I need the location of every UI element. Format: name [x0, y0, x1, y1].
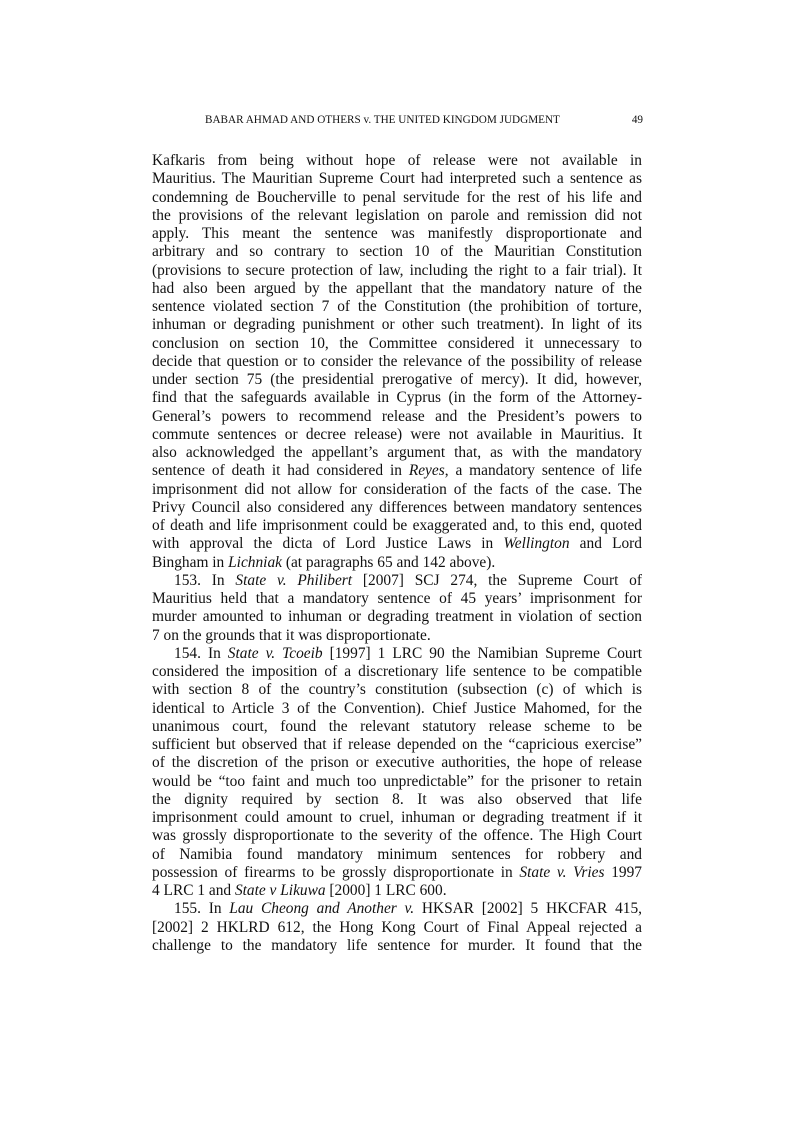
paragraph-cont [152, 152, 642, 572]
text-run: commute sentences or decree release) were not available in Mauritius. It [152, 425, 642, 443]
text-run: , a mandatory sentence of life [444, 462, 642, 480]
text-line [152, 462, 642, 480]
text-run: challenge to the mandatory life sentence for murder. It found that the [152, 936, 642, 954]
case-name: State v. Tcoeib [227, 644, 323, 662]
text-run: 155. In [174, 900, 230, 918]
text-line [152, 243, 642, 261]
text-run: 153. In [174, 571, 236, 589]
case-name: State v. Philibert [235, 571, 353, 589]
text-line [152, 280, 642, 298]
text-line [152, 846, 642, 864]
running-header [205, 114, 643, 126]
text-run: under section 75 (the presidential prerogative of mercy). It did, however, [152, 371, 642, 388]
text-run: apply. This meant the sentence was manifestly disproportionate and [152, 225, 642, 242]
text-run: with section 8 of the country’s constitution (subsection (c) of which is [152, 681, 642, 699]
text-line [152, 882, 642, 900]
text-run: [2007] SCJ 274, the Supreme Court of [352, 571, 642, 589]
text-line [152, 225, 642, 243]
text-line [152, 736, 642, 754]
text-line [152, 608, 642, 626]
text-run: condemning de Boucherville to penal servitude for the rest of his life and [152, 188, 642, 206]
text-line [152, 809, 642, 827]
text-run: conclusion on section 10, the Committee considered it unnecessary to [152, 334, 642, 352]
paragraph-p154 [152, 645, 642, 901]
text-run: unanimous court, found the relevant statutory release scheme to be [152, 717, 642, 735]
header-title: BABAR AHMAD AND OTHERS v. THE UNITED KINGDOM JUDGMENT [205, 114, 560, 126]
case-name: Reyes [408, 462, 445, 480]
text-run: 4 LRC 1 and [152, 882, 235, 899]
text-run: murder amounted to inhuman or degrading treatment in violation of section [152, 608, 642, 626]
text-run: imprisonment did not allow for consideration of the facts of the case. The [152, 480, 642, 498]
text-run: possession of firearms to be grossly disproportionate in [152, 863, 520, 881]
case-name: State v Likuwa [234, 882, 326, 899]
text-run: 7 on the grounds that it was disproportionate. [152, 626, 431, 644]
text-run: HKSAR [2002] 5 HKCFAR 415, [414, 900, 642, 918]
text-line [152, 827, 642, 845]
text-line [152, 900, 642, 918]
text-line [152, 645, 642, 663]
text-line [152, 663, 642, 681]
text-line [152, 864, 642, 882]
text-run: decide that question or to consider the relevance of the possibility of release [152, 352, 642, 370]
text-run: with approval the dicta of Lord Justice Laws in [152, 535, 504, 553]
text-run: Kafkaris from being without hope of release were not available in [152, 152, 642, 169]
text-run: would be “too faint and much too unpredictable” for the prisoner to retain [152, 772, 642, 790]
text-run: 154. In [174, 644, 228, 662]
text-line [152, 152, 642, 170]
text-run: General’s powers to recommend release and the President’s powers to [152, 407, 642, 425]
text-line [152, 371, 642, 389]
paragraph-p153 [152, 572, 642, 645]
page-number: 49 [631, 114, 643, 126]
text-run: inhuman or degrading punishment or other such treatment). In light of its [152, 316, 642, 334]
text-line [152, 335, 642, 353]
text-run: the provisions of the relevant legislation on parole and remission did not [152, 206, 642, 224]
text-run: sentence violated section 7 of the Constitution (the prohibition of torture, [152, 298, 642, 315]
text-run: find that the safeguards available in Cyprus (in the form of the Attorney- [152, 389, 642, 407]
text-line [152, 408, 642, 426]
text-run: also acknowledged the appellant’s argument that, as with the mandatory [152, 444, 642, 461]
case-name: Wellington [503, 535, 570, 553]
case-name: State v. Vries [519, 863, 605, 881]
text-line [152, 499, 642, 517]
text-line [152, 207, 642, 225]
text-run: the dignity required by section 8. It was also observed that life [152, 790, 642, 808]
text-run: Bingham in [152, 553, 229, 571]
text-run: (provisions to secure protection of law, including the right to a fair trial). It [152, 261, 642, 279]
text-run: of Namibia found mandatory minimum sentences for robbery and [152, 845, 642, 863]
text-run: Privy Council also considered any differences between mandatory sentences [152, 498, 642, 516]
text-run: identical to Article 3 of the Convention). Chief Justice Mahomed, for the [152, 699, 642, 717]
text-line [152, 554, 642, 572]
text-run: [1997] 1 LRC 90 the Namibian Supreme Court [322, 644, 642, 662]
body-text [152, 152, 642, 955]
text-line [152, 298, 642, 316]
text-run: arbitrary and so contrary to section 10 of the Mauritian Constitution [152, 243, 642, 261]
text-line [152, 481, 642, 499]
text-line [152, 170, 642, 188]
text-run: Mauritius held that a mandatory sentence of 45 years’ imprisonment for [152, 590, 642, 607]
paragraph-p155 [152, 900, 642, 955]
text-run: had also been argued by the appellant that the mandatory nature of the [152, 279, 642, 297]
text-line [152, 353, 642, 371]
text-line [152, 718, 642, 736]
text-run: of death and life imprisonment could be exaggerated and, to this end, quoted [152, 517, 642, 534]
text-line [152, 754, 642, 772]
text-line [152, 389, 642, 407]
text-run: was grossly disproportionate to the severity of the offence. The High Court [152, 827, 642, 845]
text-line [152, 590, 642, 608]
text-run: sentence of death it had considered in [152, 462, 409, 480]
text-run: sufficient but observed that if release depended on the “capricious exercise” [152, 736, 642, 753]
text-line [152, 426, 642, 444]
case-name: Lau Cheong and Another v. [229, 900, 415, 918]
text-line [152, 262, 642, 280]
text-line [152, 444, 642, 462]
text-run: [2000] 1 LRC 600. [325, 882, 447, 899]
text-line [152, 572, 642, 590]
text-line [152, 937, 642, 955]
text-line [152, 189, 642, 207]
text-run: and Lord [569, 535, 642, 553]
text-line [152, 791, 642, 809]
text-run: 1997 [604, 863, 642, 881]
text-line [152, 681, 642, 699]
text-line [152, 316, 642, 334]
text-line [152, 773, 642, 791]
text-run: considered the imposition of a discretionary life sentence to be compatible [152, 663, 642, 680]
text-line [152, 535, 642, 553]
text-run: imprisonment could amount to cruel, inhuman or degrading treatment if it [152, 809, 642, 826]
text-run: of the discretion of the prison or executive authorities, the hope of release [152, 754, 642, 772]
text-line [152, 700, 642, 718]
text-run: Mauritius. The Mauritian Supreme Court had interpreted such a sentence as [152, 170, 642, 188]
text-line [152, 517, 642, 535]
case-name: Lichniak [228, 553, 282, 571]
text-line [152, 627, 642, 645]
text-run: (at paragraphs 65 and 142 above). [281, 553, 496, 571]
text-line [152, 919, 642, 937]
text-run: [2002] 2 HKLRD 612, the Hong Kong Court of Final Appeal rejected a [152, 918, 642, 936]
